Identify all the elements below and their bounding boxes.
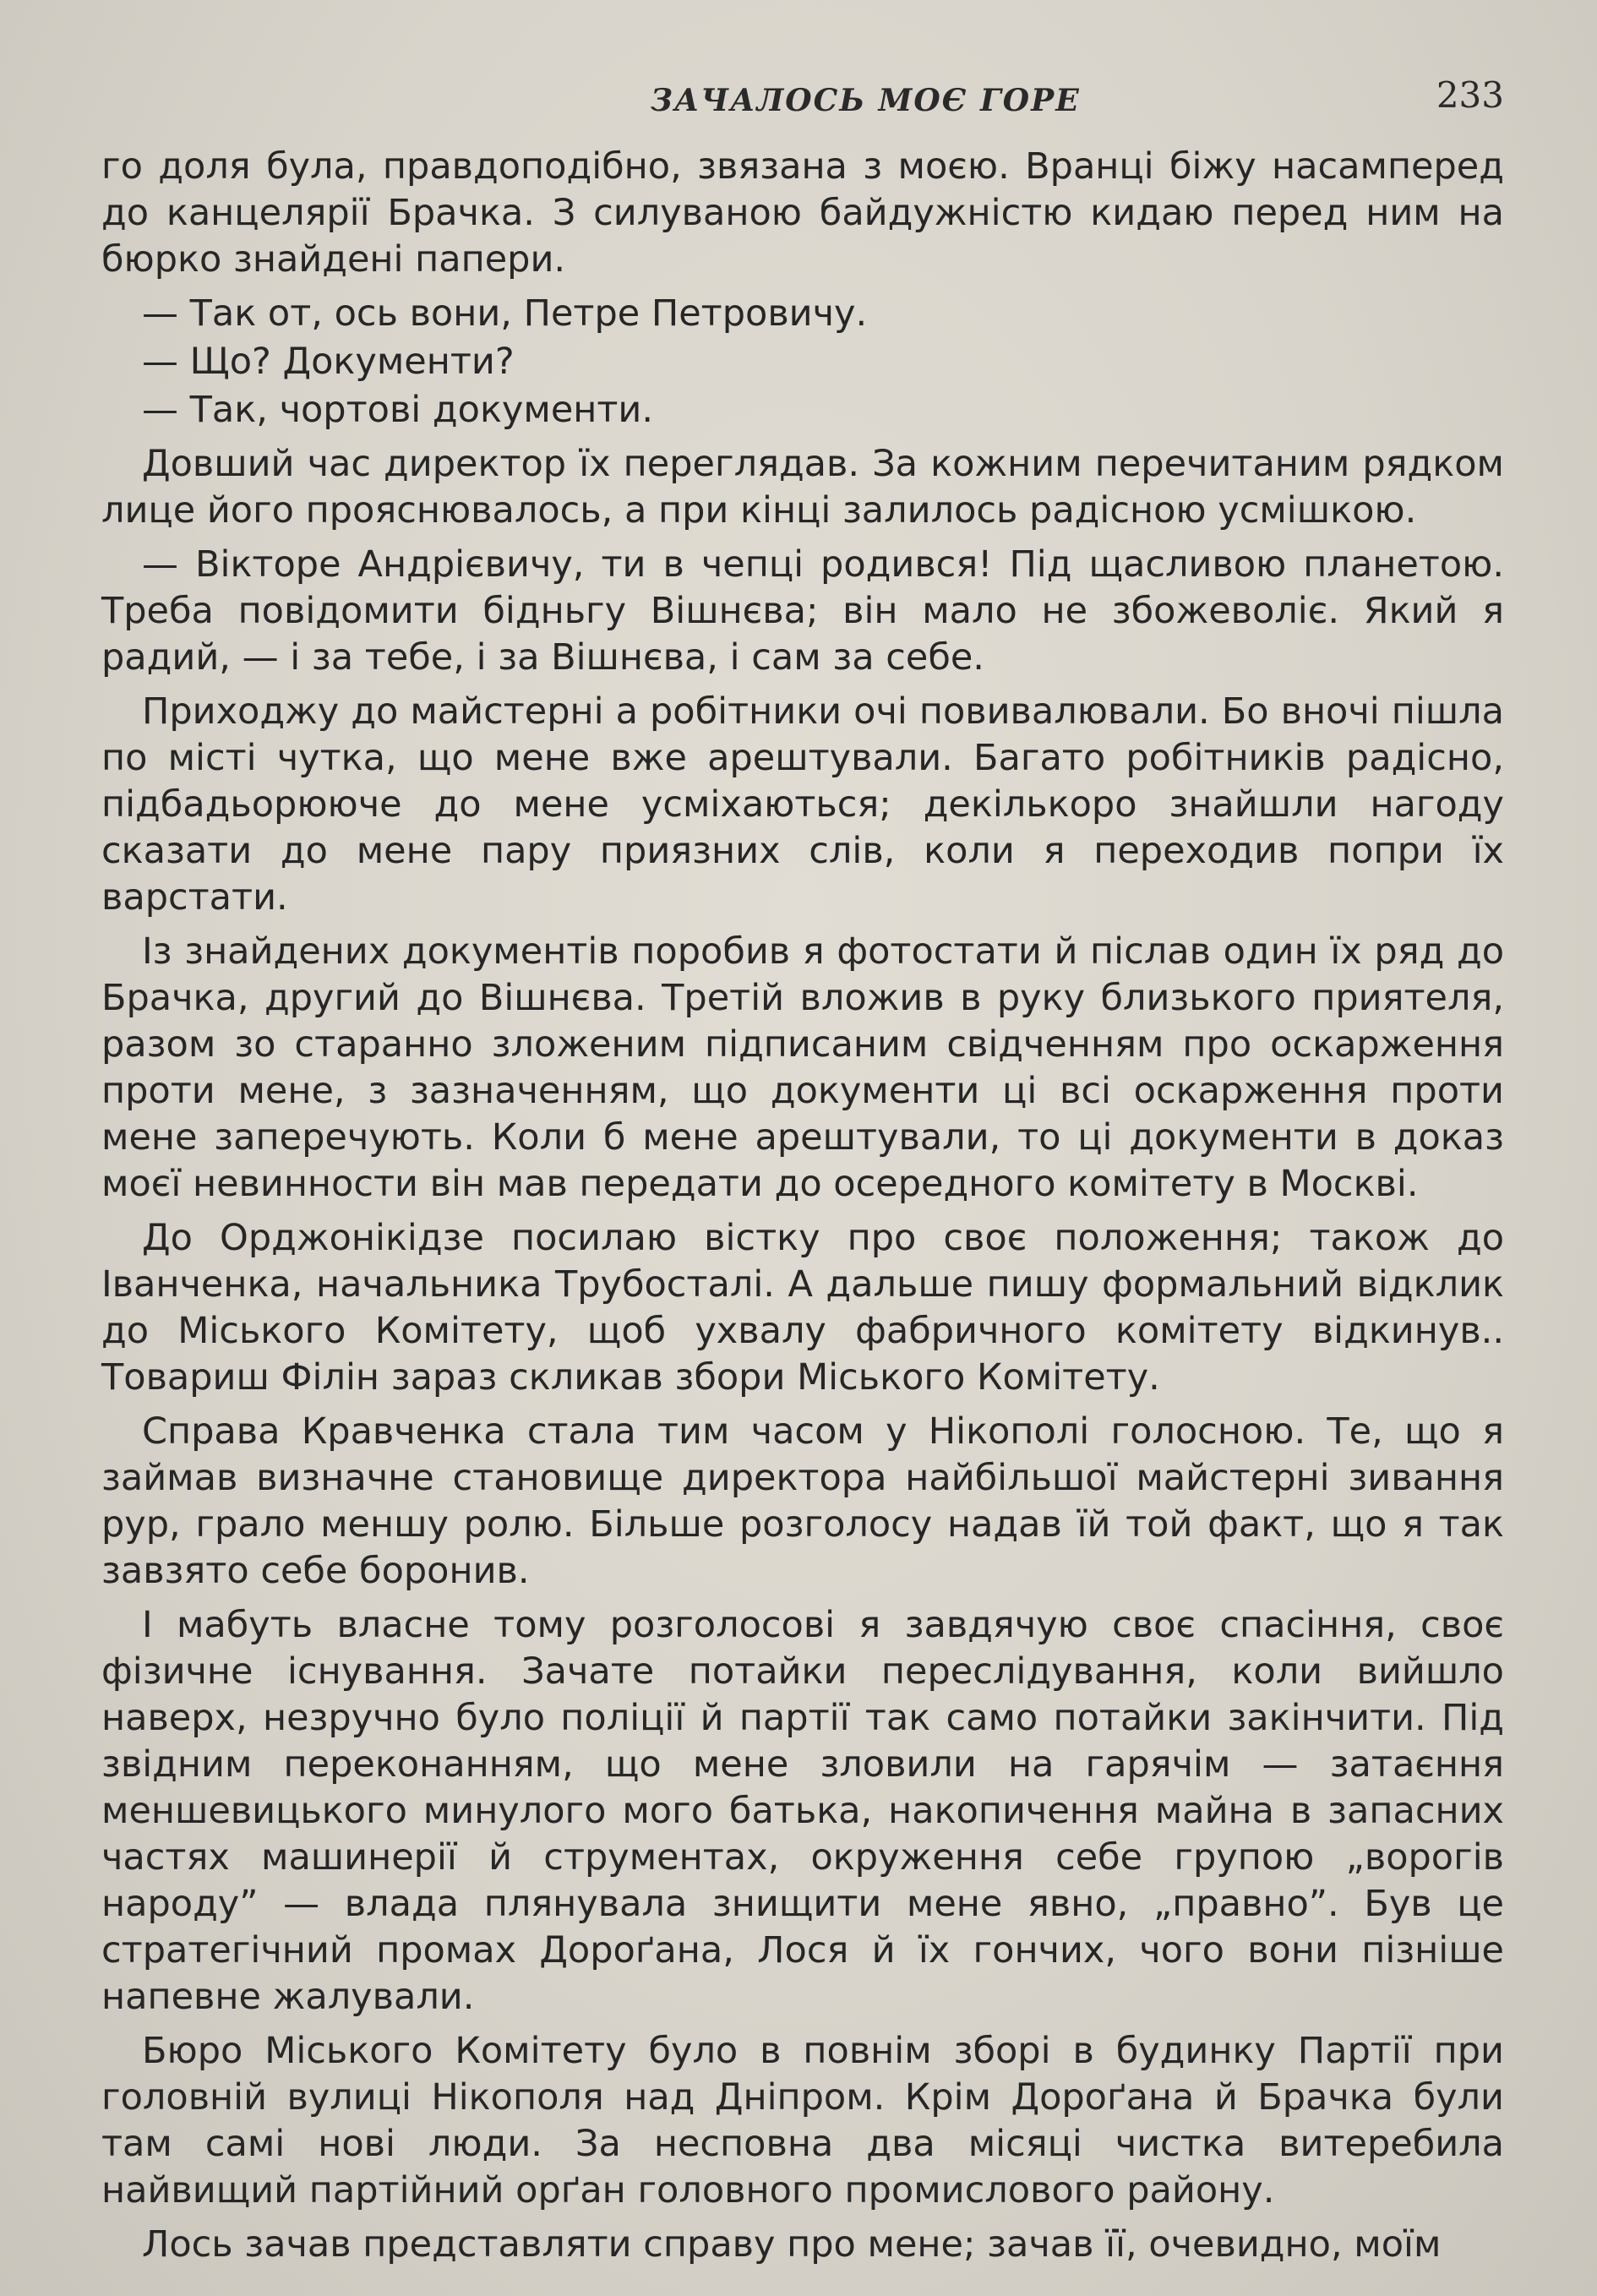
paragraph: До Орджонікідзе посилаю вістку про своє положення; також до Іванченка, начальника Трубосталі. А дальше пишу формальний відклик до Міського Комітету, щоб ухвалу фабричного комітету відкинув.. Товариш Філін зараз скликав збори Міського Комітету. (101, 1217, 1504, 1399)
paragraph: І мабуть власне тому розголосові я завдячую своє спасіння, своє фізичне існування. Зачате потайки переслідування, коли вийшло наверх, незручно було поліції й партії так само потайки закінчити. Під звідним переконанням, що мене зловили на гарячім — затаєння меншевицького минулого мого батька, накопичення майна в запасних частях машинерії й струментах, окруження себе групою „ворогів народу” — влада плянувала знищити мене явно, „правно”. Був це стратегічний промах Дороґана, Лося й їх гончих, чого вони пізніше напевне жалували. (101, 1604, 1504, 2018)
page-number: 233 (1436, 74, 1504, 116)
paragraph: Справа Кравченка стала тим часом у Нікополі голосною. Те, що я займав визначне становище директора найбільшої майстерні зивання рур, грало меншу ролю. Більше розголосу надав їй той факт, що я так завзято себе боронив. (101, 1410, 1504, 1592)
paragraph: Із знайдених документів поробив я фотостати й післав один їх ряд до Брачка, другий до Вішнєва. Третій вложив в руку близького приятеля, разом зо старанно зложеним підписаним свідченням про оскарження проти мене, з зазначенням, що документи ці всі оскарження проти мене заперечують. Коли б мене арештували, то ці документи в доказ моєї невинности він мав передати до осередного комітету в Москві. (101, 930, 1504, 1205)
paragraph: го доля була, правдоподібно, звязана з моєю. Вранці біжу насамперед до канцелярії Брачка. З силуваною байдужністю кидаю перед ним на бюрко знайдені папери. (101, 145, 1504, 281)
paragraph: Бюро Міського Комітету було в повнім зборі в будинку Партії при головній вулиці Нікополя над Дніпром. Крім Дороґана й Брачка були там самі нові люди. За несповна два місяці чистка витеребила найвищий партійний орґан головного промислового району. (101, 2030, 1504, 2211)
running-title: ЗАЧАЛОСЬ МОЄ ГОРЕ (651, 83, 1081, 118)
paragraph: Приходжу до майстерні а робітники очі повивалювали. Бо вночі пішла по місті чутка, що мене вже арештували. Багато робітників радісно, підбадьорююче до мене усміхаються; декількоро знайшли нагоду сказати до мене пару приязних слів, коли я переходив попри їх варстати. (101, 690, 1504, 919)
paragraph: Лось зачав представляти справу про мене; зачав її, очевидно, моїм (142, 2223, 1442, 2266)
paragraph: Довший час директор їх переглядав. За кожним перечитаним рядком лице його прояснювалось, а при кінці залилось радісною усмішкою. (101, 443, 1504, 532)
page-header (101, 74, 1504, 134)
body-text (101, 144, 1504, 2276)
dialogue-line: — Що? Документи? (142, 341, 515, 383)
dialogue-line: — Так от, ось вони, Петре Петровичу. (142, 292, 868, 335)
dialogue-line: — Так, чортові документи. (142, 389, 654, 431)
dialogue-line: — Вікторе Андрієвичу, ти в чепці родився! Під щасливою планетою. Треба повідомити бідньгу Вішнєва; він мало не збожеволіє. Який я радий, — і за тебе, і за Вішнєва, і сам за себе. (101, 543, 1504, 679)
